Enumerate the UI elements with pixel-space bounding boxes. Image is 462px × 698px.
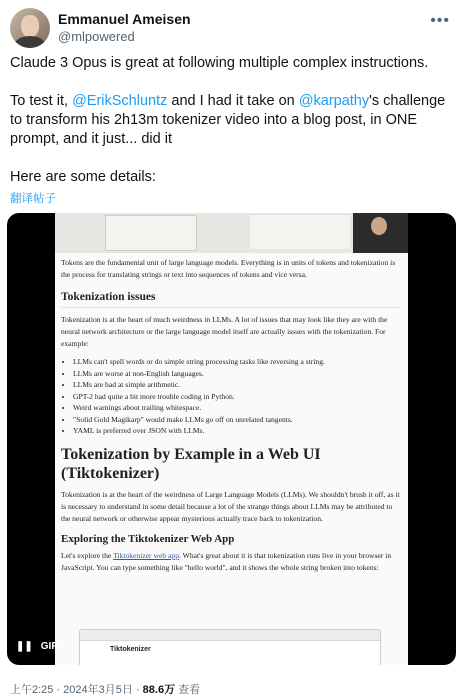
tweet-line-1: Claude 3 Opus is great at following multiple complex instructions.	[10, 55, 429, 71]
author-name[interactable]: Emmanuel Ameisen	[58, 11, 191, 27]
doc-issues-list	[61, 356, 401, 437]
list-item: • YAML is preferred over JSON with LLMs.	[73, 425, 401, 437]
list-item: • "Solid Gold Magikarp" would make LLMs go off on unrelated tangents.	[73, 414, 401, 426]
pause-icon[interactable]: ❚❚	[16, 641, 33, 652]
mention-karpathy[interactable]: @karpathy	[298, 93, 370, 109]
doc-intro: Tokens are the fundamental unit of large language models. Everything is in units of tokens and tokenization is the process for translating strings or text into sequences of tokens and vice versa.	[61, 258, 396, 279]
tiktokenizer-link: Tiktokenizer web app	[113, 550, 180, 560]
media-gif[interactable]	[7, 213, 456, 665]
mention-erikschluntz[interactable]: @ErikSchluntz	[72, 93, 168, 109]
tweet-meta	[10, 681, 200, 697]
screenshot-title: Tiktokenizer	[110, 646, 151, 653]
translate-link[interactable]: 翻译帖子	[10, 193, 56, 205]
timestamp[interactable]: 上午2:25 · 2024年3月5日 ·	[10, 684, 143, 696]
tiktokenizer-screenshot	[79, 629, 381, 665]
more-dots-icon[interactable]: •••	[430, 12, 450, 29]
doc-heading-example: Tokenization by Example in a Web UI (Tiktokenizer)	[61, 445, 321, 482]
list-item: • LLMs are worse at non-English languages.	[73, 368, 401, 380]
doc-issues-intro: Tokenization is at the heart of much weirdness in LLMs. A lot of issues that may look like they are with the neural network architecture or the large language model itself are actually issues with the tokenization. For example:	[61, 315, 388, 348]
list-item: • GPT-2 had quite a bit more trouble coding in Python.	[73, 391, 401, 403]
gif-controls	[16, 641, 57, 652]
blog-post-preview	[55, 213, 408, 665]
doc-heading-explore: Exploring the Tiktokenizer Web App	[61, 532, 235, 545]
video-strip	[55, 213, 408, 253]
doc-explore-paragraph: Let's explore the Tiktokenizer web app. What's great about it is that tokenization runs live in your browser in JavaScript. You can type something like "hello world", and it shows the whole string broken into tokens:	[61, 550, 392, 572]
list-item: • LLMs are bad at simple arithmetic.	[73, 379, 401, 391]
list-item: • Weird warnings about trailing whitespace.	[73, 402, 401, 414]
doc-example-paragraph: Tokenization is at the heart of the weirdness of Large Language Models (LLMs). We shouldn't brush it off, as it is necessary to understand in some detail because a lot of the strange things about LLMs may be attributed to the neural network or otherwise appear mysterious actually trace back to tokenization.	[61, 489, 400, 523]
tweet-header	[10, 8, 452, 48]
tweet-text	[10, 54, 450, 206]
views-label: 查看	[175, 684, 201, 696]
author-handle[interactable]: @mlpowered	[58, 29, 135, 44]
tweet-line-3: Here are some details:	[10, 169, 156, 185]
doc-heading-issues: Tokenization issues	[61, 291, 401, 308]
tweet-paragraph-2: To test it, @ErikSchluntz and I had it take on @karpathy's challenge to transform his 2h13m tokenizer video into a blog post, in ONE prompt, and it just... did it	[10, 93, 446, 147]
avatar[interactable]	[10, 8, 50, 48]
gif-label: GIF	[40, 641, 58, 652]
list-item: • LLMs can't spell words or do simple string processing tasks like reversing a string.	[73, 356, 401, 368]
view-count: 88.6万	[142, 684, 176, 696]
